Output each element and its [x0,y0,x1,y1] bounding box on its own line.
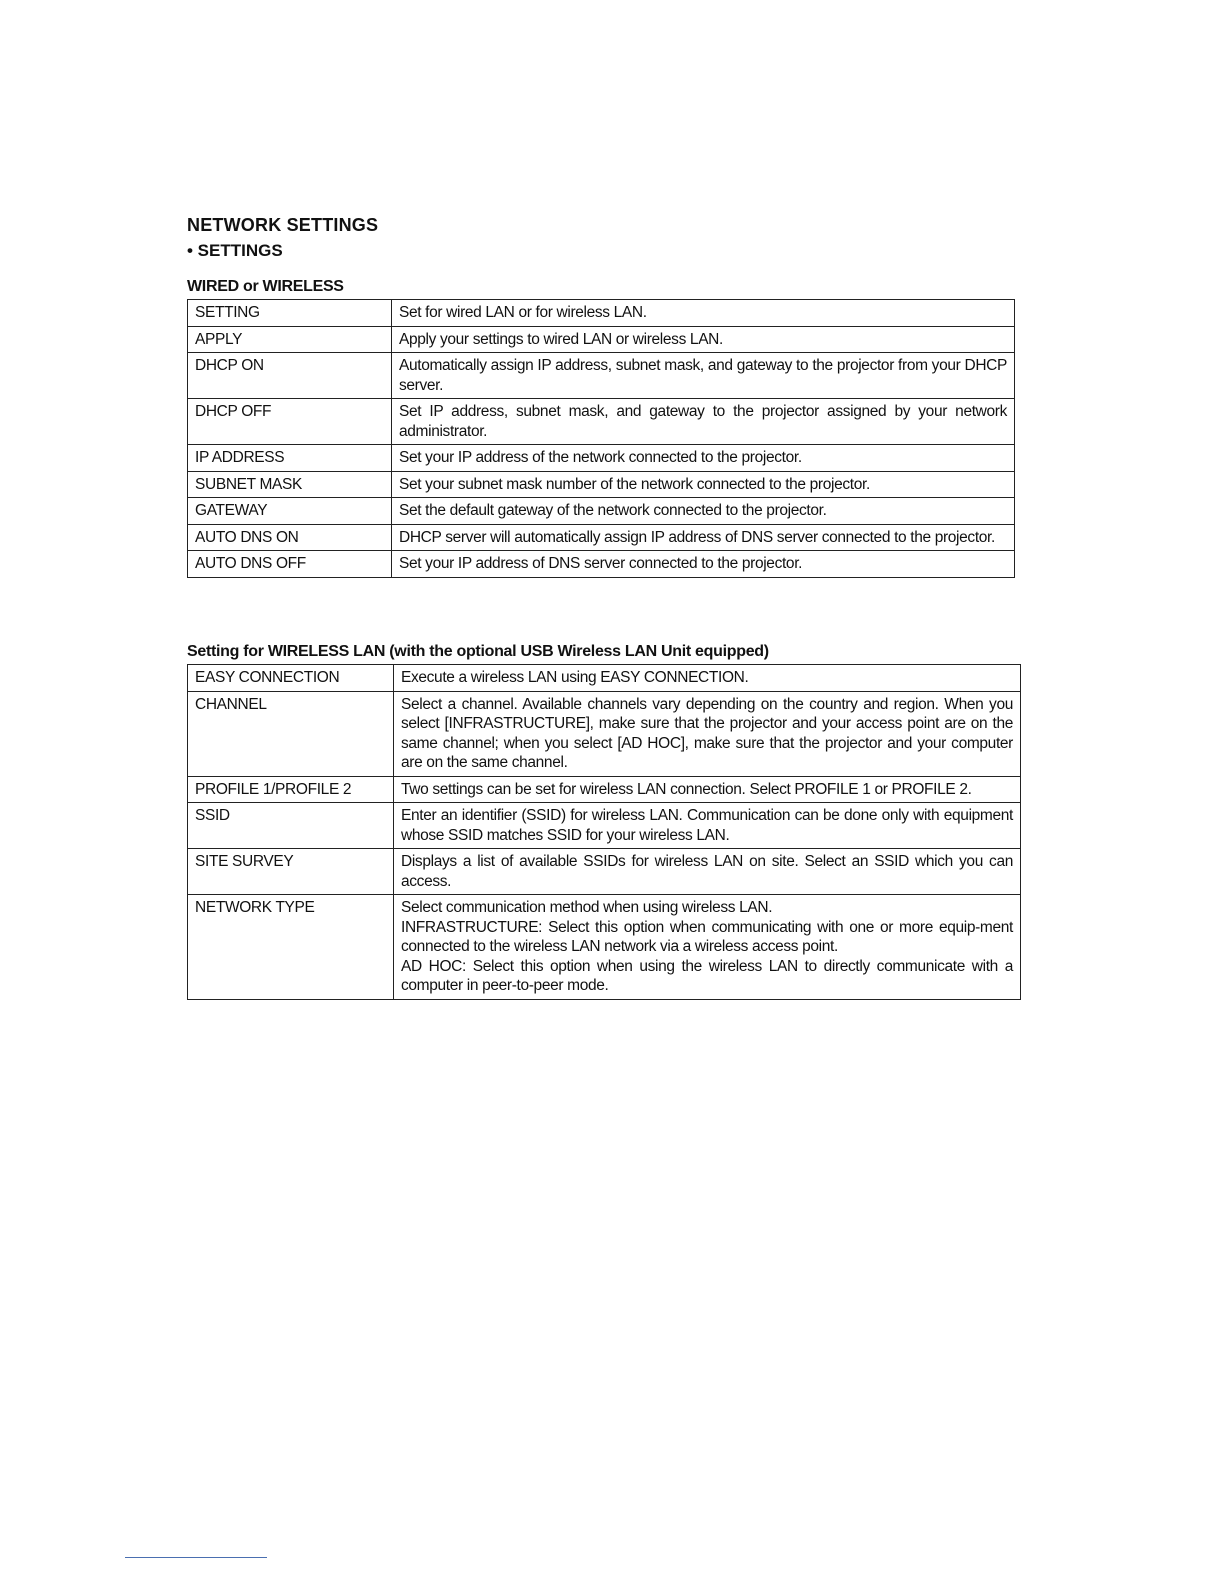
setting-term: SUBNET MASK [188,471,392,498]
setting-term: SSID [188,803,394,849]
setting-description: Execute a wireless LAN using EASY CONNECTION. [394,665,1021,692]
table-row [188,471,1015,498]
table-row [188,803,1021,849]
table-row [188,353,1015,399]
setting-description: Select a channel. Available channels vary depending on the country and region. When you select [INFRASTRUCTURE], make sure that the projector and your access point are on the same channel; when you select [AD HOC], make sure that the projector and your computer are on the same channel. [394,691,1021,776]
wireless-section-heading: Setting for WIRELESS LAN (with the optional USB Wireless LAN Unit equipped) [187,643,769,660]
setting-description: DHCP server will automatically assign IP address of DNS server connected to the projector. [392,524,1015,551]
setting-term: AUTO DNS OFF [188,551,392,578]
wired-section-heading: WIRED or WIRELESS [187,278,344,295]
wired-settings-table [187,299,1015,578]
table-row [188,665,1021,692]
setting-term: EASY CONNECTION [188,665,394,692]
table-row [188,326,1015,353]
setting-term: DHCP OFF [188,399,392,445]
table-row [188,399,1015,445]
table-row [188,895,1021,1000]
setting-description: Set your IP address of the network connected to the projector. [392,445,1015,472]
setting-description: Set for wired LAN or for wireless LAN. [392,300,1015,327]
setting-description: Set the default gateway of the network connected to the projector. [392,498,1015,525]
setting-description: Set your subnet mask number of the network connected to the projector. [392,471,1015,498]
setting-term: AUTO DNS ON [188,524,392,551]
table-row [188,691,1021,776]
settings-subtitle: • SETTINGS [187,241,283,260]
table-row [188,524,1015,551]
setting-term: SETTING [188,300,392,327]
setting-description: Set IP address, subnet mask, and gateway to the projector assigned by your network administrator. [392,399,1015,445]
setting-term: CHANNEL [188,691,394,776]
table-row [188,498,1015,525]
page-title: NETWORK SETTINGS [187,215,379,235]
setting-description: Automatically assign IP address, subnet mask, and gateway to the projector from your DHCP server. [392,353,1015,399]
setting-term: PROFILE 1/PROFILE 2 [188,776,394,803]
setting-term: GATEWAY [188,498,392,525]
setting-term: NETWORK TYPE [188,895,394,1000]
ad-hoc-option: AD HOC: Select this option when using the wireless LAN to directly communicate with a computer in peer-to-peer mode. [401,957,1013,994]
setting-term: DHCP ON [188,353,392,399]
setting-term: APPLY [188,326,392,353]
network-type-intro: Select communication method when using wireless LAN. [401,899,773,916]
table-row [188,551,1015,578]
setting-description: Two settings can be set for wireless LAN connection. Select PROFILE 1 or PROFILE 2. [394,776,1021,803]
wireless-settings-table [187,664,1021,1000]
table-row [188,849,1021,895]
setting-term: IP ADDRESS [188,445,392,472]
setting-description: Enter an identifier (SSID) for wireless LAN. Communication can be done only with equipment whose SSID matches SSID for your wireless LAN. [394,803,1021,849]
table-row [188,300,1015,327]
setting-description [394,895,1021,1000]
setting-description: Displays a list of available SSIDs for wireless LAN on site. Select an SSID which you can access. [394,849,1021,895]
table-row [188,776,1021,803]
setting-description: Set your IP address of DNS server connected to the projector. [392,551,1015,578]
table-row [188,445,1015,472]
setting-description: Apply your settings to wired LAN or wireless LAN. [392,326,1015,353]
infrastructure-option: INFRASTRUCTURE: Select this option when communicating with one or more equip-ment connected to the wireless LAN network via a wireless access point. [401,918,1013,955]
setting-term: SITE SURVEY [188,849,394,895]
footnote-divider [125,1557,267,1558]
